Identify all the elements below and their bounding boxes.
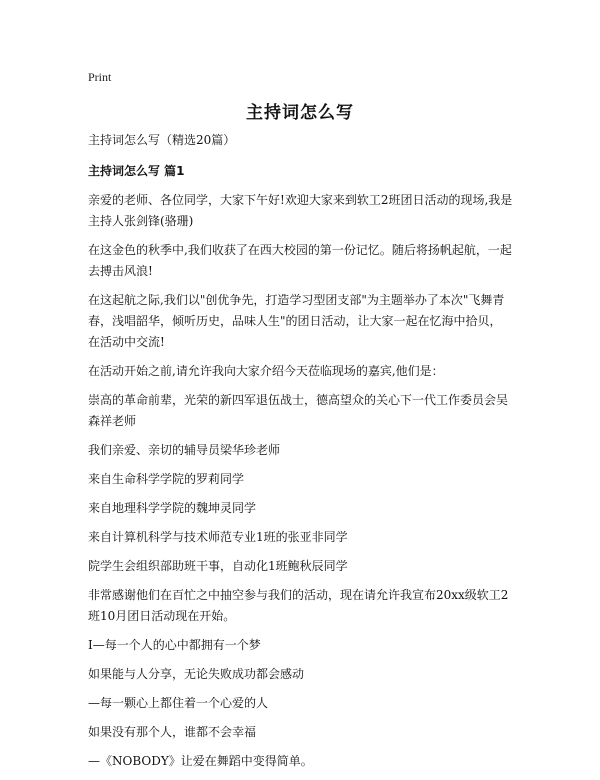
paragraph: 来自计算机科学与技术师范专业1班的张亚非同学 xyxy=(88,530,348,544)
section-heading: 主持词怎么写 篇1 xyxy=(88,164,185,178)
paragraph: 在活动开始之前,请允许我向大家介绍今天莅临现场的嘉宾,他们是： xyxy=(88,364,444,378)
paragraph: 如果能与人分享，无论失败成功都会感动 xyxy=(88,667,305,681)
document-subtitle: 主持词怎么写（精选20篇） xyxy=(88,133,236,147)
paragraph: I—每一个人的心中都拥有一个梦 xyxy=(88,638,261,652)
paragraph: —每一颗心上都住着一个心爱的人 xyxy=(88,696,269,710)
paragraph: 院学生会组织部助班干事，自动化1班鲍秋辰同学 xyxy=(88,559,348,573)
paragraph: 来自地理科学学院的魏坤灵同学 xyxy=(88,501,257,515)
paragraph: 崇高的革命前辈，光荣的新四军退伍战士，德高望众的关心下一代工作委员会吴森祥老师 xyxy=(88,393,509,428)
print-link[interactable]: Print xyxy=(88,70,112,84)
paragraph: —《NOBODY》让爱在舞蹈中变得简单。 xyxy=(88,754,313,768)
document-body xyxy=(88,130,513,780)
paragraph: 在这起航之际,我们以"创优争先，打造学习型团支部"为主题举办了本次"飞舞青春，浅唱韶华，倾听历史，品味人生"的团日活动，让大家一起在忆海中拾贝，在活动中交流! xyxy=(88,293,505,349)
paragraph: 我们亲爱、亲切的辅导员梁华珍老师 xyxy=(88,443,281,457)
paragraph: 亲爱的老师、各位同学，大家下午好!欢迎大家来到软工2班团日活动的现场,我是主持人张剑锋(骆珊) xyxy=(88,193,513,228)
page-title: 主持词怎么写 xyxy=(246,103,354,123)
paragraph: 如果没有那个人，谁都不会幸福 xyxy=(88,725,257,739)
paragraph: 在这金色的秋季中,我们收获了在西大校园的第一份记忆。随后将扬帆起航，一起去搏击风浪! xyxy=(88,243,512,278)
paragraph: 非常感谢他们在百忙之中抽空参与我们的活动，现在请允许我宣布20xx级软工2班10月团日活动现在开始。 xyxy=(88,588,509,623)
paragraph: 来自生命科学学院的罗莉同学 xyxy=(88,472,245,486)
